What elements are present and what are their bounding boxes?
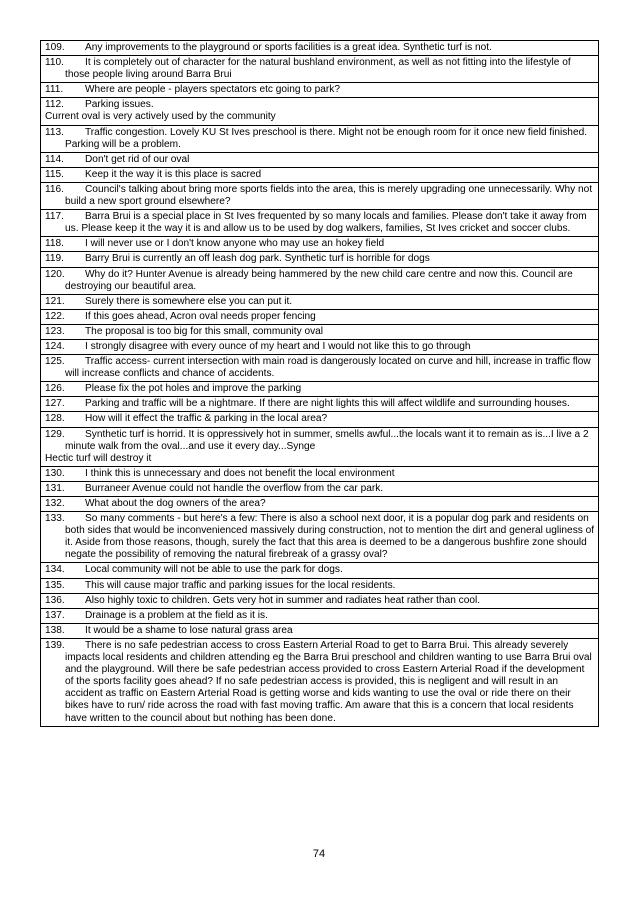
comment-text: Keep it the way it is this place is sacred (85, 168, 262, 180)
comment-row (41, 593, 599, 608)
comment-text-continued: Current oval is very actively used by the community (45, 111, 276, 123)
comment-number: 110. (45, 57, 64, 69)
comment-cell (41, 252, 599, 267)
comment-text: I will never use or I don't know anyone who may use an hokey field (85, 238, 385, 250)
comment-row (41, 623, 599, 638)
comment-number: 126. (45, 383, 65, 395)
comment-cell (41, 623, 599, 638)
comment-text: What about the dog owners of the area? (85, 498, 266, 509)
comment-text: Parking issues. (85, 99, 154, 111)
comment-number: 125. (45, 356, 65, 368)
comment-text: I think this is unnecessary and does not benefit the local environment (85, 467, 395, 479)
comment-text: Traffic congestion. Lovely KU St Ives preschool is there. Might not be enough room for it once new field finished. Parking will be a problem. (65, 126, 588, 150)
comment-number: 131. (45, 482, 65, 494)
comment-text: There is no safe pedestrian access to cross Eastern Arterial Road to get to Barra Brui. This already severely impacts local residents and children attending eg the Barra Brui preschool and children wanting to use Barra Brui oval and the playground. Will there be safe pedestrian access provided to cross Eastern Arterial Road if the development of the sports facility goes ahead? If no safe pedestrian access is provided, this is negligent and will result in an accident as traffic on Eastern Arterial Road is getting worse and kids wanting to use the oval or ride there on their bikes have to run/ ride across the road with fast moving traffic. Am aware that this is a concern that local residents have written to the council about but nothing has been done. (65, 639, 592, 724)
comment-row (41, 56, 599, 83)
comment-row (41, 638, 599, 726)
comment-cell (41, 578, 599, 593)
comment-cell (41, 563, 599, 578)
comment-number: 133. (45, 513, 65, 525)
comment-number: 119. (45, 253, 64, 265)
comment-number: 128. (45, 413, 65, 425)
comment-row (41, 512, 599, 563)
comment-text: How will it effect the traffic & parking in the local area? (85, 413, 328, 425)
comment-row (41, 252, 599, 267)
comment-row (41, 608, 599, 623)
comment-row (41, 83, 599, 98)
comment-number: 123. (45, 325, 65, 337)
comment-row (41, 481, 599, 496)
comment-text: Parking and traffic will be a nightmare. If there are night lights this will affect wildlife and surrounding houses. (85, 398, 570, 410)
comment-text: Why do it? Hunter Avenue is already being hammered by the new child care centre and now this. Council are destroying our beautiful area. (65, 268, 573, 292)
comment-cell (41, 512, 599, 563)
comment-text: It would be a shame to lose natural grass area (85, 624, 293, 636)
comment-text: Barra Brui is a special place in St Ives frequented by so many locals and families. Please don't take it away from us. Please keep it the way it is and allow us to be used by dog walkers, families, St Ives cricket and soccer clubs. (65, 211, 587, 235)
comment-cell (41, 481, 599, 496)
comment-row (41, 355, 599, 382)
comment-text: Synthetic turf is horrid. It is oppressively hot in summer, smells awful...the locals want it to remain as is...I live a 2 minute walk from the oval...and use it every day...Synge (65, 428, 589, 452)
comment-cell (41, 210, 599, 237)
comment-cell (41, 427, 599, 466)
comment-cell (41, 397, 599, 412)
comment-row (41, 152, 599, 167)
comment-cell (41, 56, 599, 83)
comment-cell (41, 152, 599, 167)
comment-text: Any improvements to the playground or sports facilities is a great idea. Synthetic turf is not. (85, 42, 492, 53)
comment-cell (41, 41, 599, 56)
comment-text: Don't get rid of our oval (85, 153, 190, 165)
comment-text: Burraneer Avenue could not handle the overflow from the car park. (85, 482, 384, 494)
comment-row (41, 167, 599, 182)
comment-cell (41, 466, 599, 481)
comment-text: The proposal is too big for this small, community oval (85, 325, 324, 337)
comment-number: 138. (45, 624, 65, 636)
comment-rows (41, 41, 599, 727)
comment-text: Also highly toxic to children. Gets very hot in summer and radiates heat rather than cool. (85, 594, 481, 606)
comment-text: Local community will not be able to use the park for dogs. (85, 564, 343, 576)
comment-cell (41, 638, 599, 726)
comment-row (41, 267, 599, 294)
comment-text: It is completely out of character for the natural bushland environment, as well as not fitting into the lifestyle of those people living around Barra Brui (65, 57, 571, 81)
comment-text: I strongly disagree with every ounce of my heart and I would not like this to go through (85, 340, 471, 352)
comment-cell (41, 309, 599, 324)
comment-text: Please fix the pot holes and improve the parking (85, 383, 302, 395)
comment-number: 120. (45, 268, 65, 280)
comment-number: 112. (45, 99, 64, 111)
comment-cell (41, 382, 599, 397)
comment-number: 122. (45, 310, 65, 322)
comment-row (41, 210, 599, 237)
comment-row (41, 427, 599, 466)
comment-row (41, 294, 599, 309)
comment-cell (41, 267, 599, 294)
comment-number: 127. (45, 398, 65, 410)
comment-number: 129. (45, 428, 65, 440)
comment-number: 124. (45, 340, 65, 352)
comment-row (41, 309, 599, 324)
comment-cell (41, 182, 599, 209)
comment-number: 116. (45, 183, 64, 195)
comment-number: 118. (45, 238, 64, 250)
comment-cell (41, 497, 599, 512)
page-number: 74 (312, 848, 326, 860)
comment-row (41, 412, 599, 427)
comment-cell (41, 324, 599, 339)
comment-cell (41, 167, 599, 182)
comment-number: 115. (45, 168, 64, 180)
comment-row (41, 182, 599, 209)
comment-cell (41, 608, 599, 623)
comment-number: 139. (45, 639, 65, 651)
comment-row (41, 237, 599, 252)
comment-number: 135. (45, 579, 65, 591)
comment-text: Barry Brui is currently an off leash dog park. Synthetic turf is horrible for dogs (85, 253, 430, 265)
comment-cell (41, 339, 599, 354)
comment-text: If this goes ahead, Acron oval needs proper fencing (85, 310, 316, 322)
comment-row (41, 98, 599, 125)
comment-number: 130. (45, 467, 65, 479)
comment-row (41, 339, 599, 354)
comment-text: Where are people - players spectators etc going to park? (85, 84, 340, 96)
comment-cell (41, 237, 599, 252)
comment-row (41, 397, 599, 412)
comment-number: 132. (45, 498, 65, 509)
comment-number: 109. (45, 42, 65, 53)
comment-row (41, 497, 599, 512)
comment-number: 117. (45, 211, 64, 223)
comment-number: 136. (45, 594, 65, 606)
comment-number: 121. (45, 295, 65, 307)
comment-cell (41, 355, 599, 382)
comment-row (41, 125, 599, 152)
comment-number: 114. (45, 153, 64, 165)
comment-cell (41, 98, 599, 125)
comment-row (41, 563, 599, 578)
comment-row (41, 578, 599, 593)
comment-text: Traffic access- current intersection with main road is dangerously located on curve and hill, increase in traffic flow will increase conflicts and chance of accidents. (65, 356, 591, 380)
comment-cell (41, 593, 599, 608)
comment-number: 111. (45, 84, 64, 96)
comment-row (41, 324, 599, 339)
comment-row (41, 382, 599, 397)
comment-text-continued: Hectic turf will destroy it (45, 452, 152, 464)
comment-row (41, 41, 599, 56)
comment-number: 113. (45, 126, 64, 138)
comment-text: Surely there is somewhere else you can put it. (85, 295, 293, 307)
comments-table (40, 40, 599, 727)
comment-cell (41, 125, 599, 152)
comment-text: So many comments - but here's a few: There is also a school next door, it is a popular dog park and residents on both sides that would be inconvenienced massively during construction, not to mention the dirt and general ugliness of it. Aside from those reasons, though, surely the fact that this area is deemed to be a dangerous bushfire zone should negate the possibility of removing the natural firebreak of a grassy oval? (65, 513, 595, 561)
comment-number: 137. (45, 609, 65, 621)
comment-text: Drainage is a problem at the field as it is. (85, 609, 268, 621)
comment-text: Council's talking about bring more sports fields into the area, this is merely upgrading one unnecessarily. Why not build a new sport ground elsewhere? (65, 183, 593, 208)
comment-cell (41, 294, 599, 309)
comment-text: This will cause major traffic and parking issues for the local residents. (85, 579, 396, 591)
comment-number: 134. (45, 564, 65, 576)
comment-cell (41, 83, 599, 98)
comment-cell (41, 412, 599, 427)
comment-row (41, 466, 599, 481)
